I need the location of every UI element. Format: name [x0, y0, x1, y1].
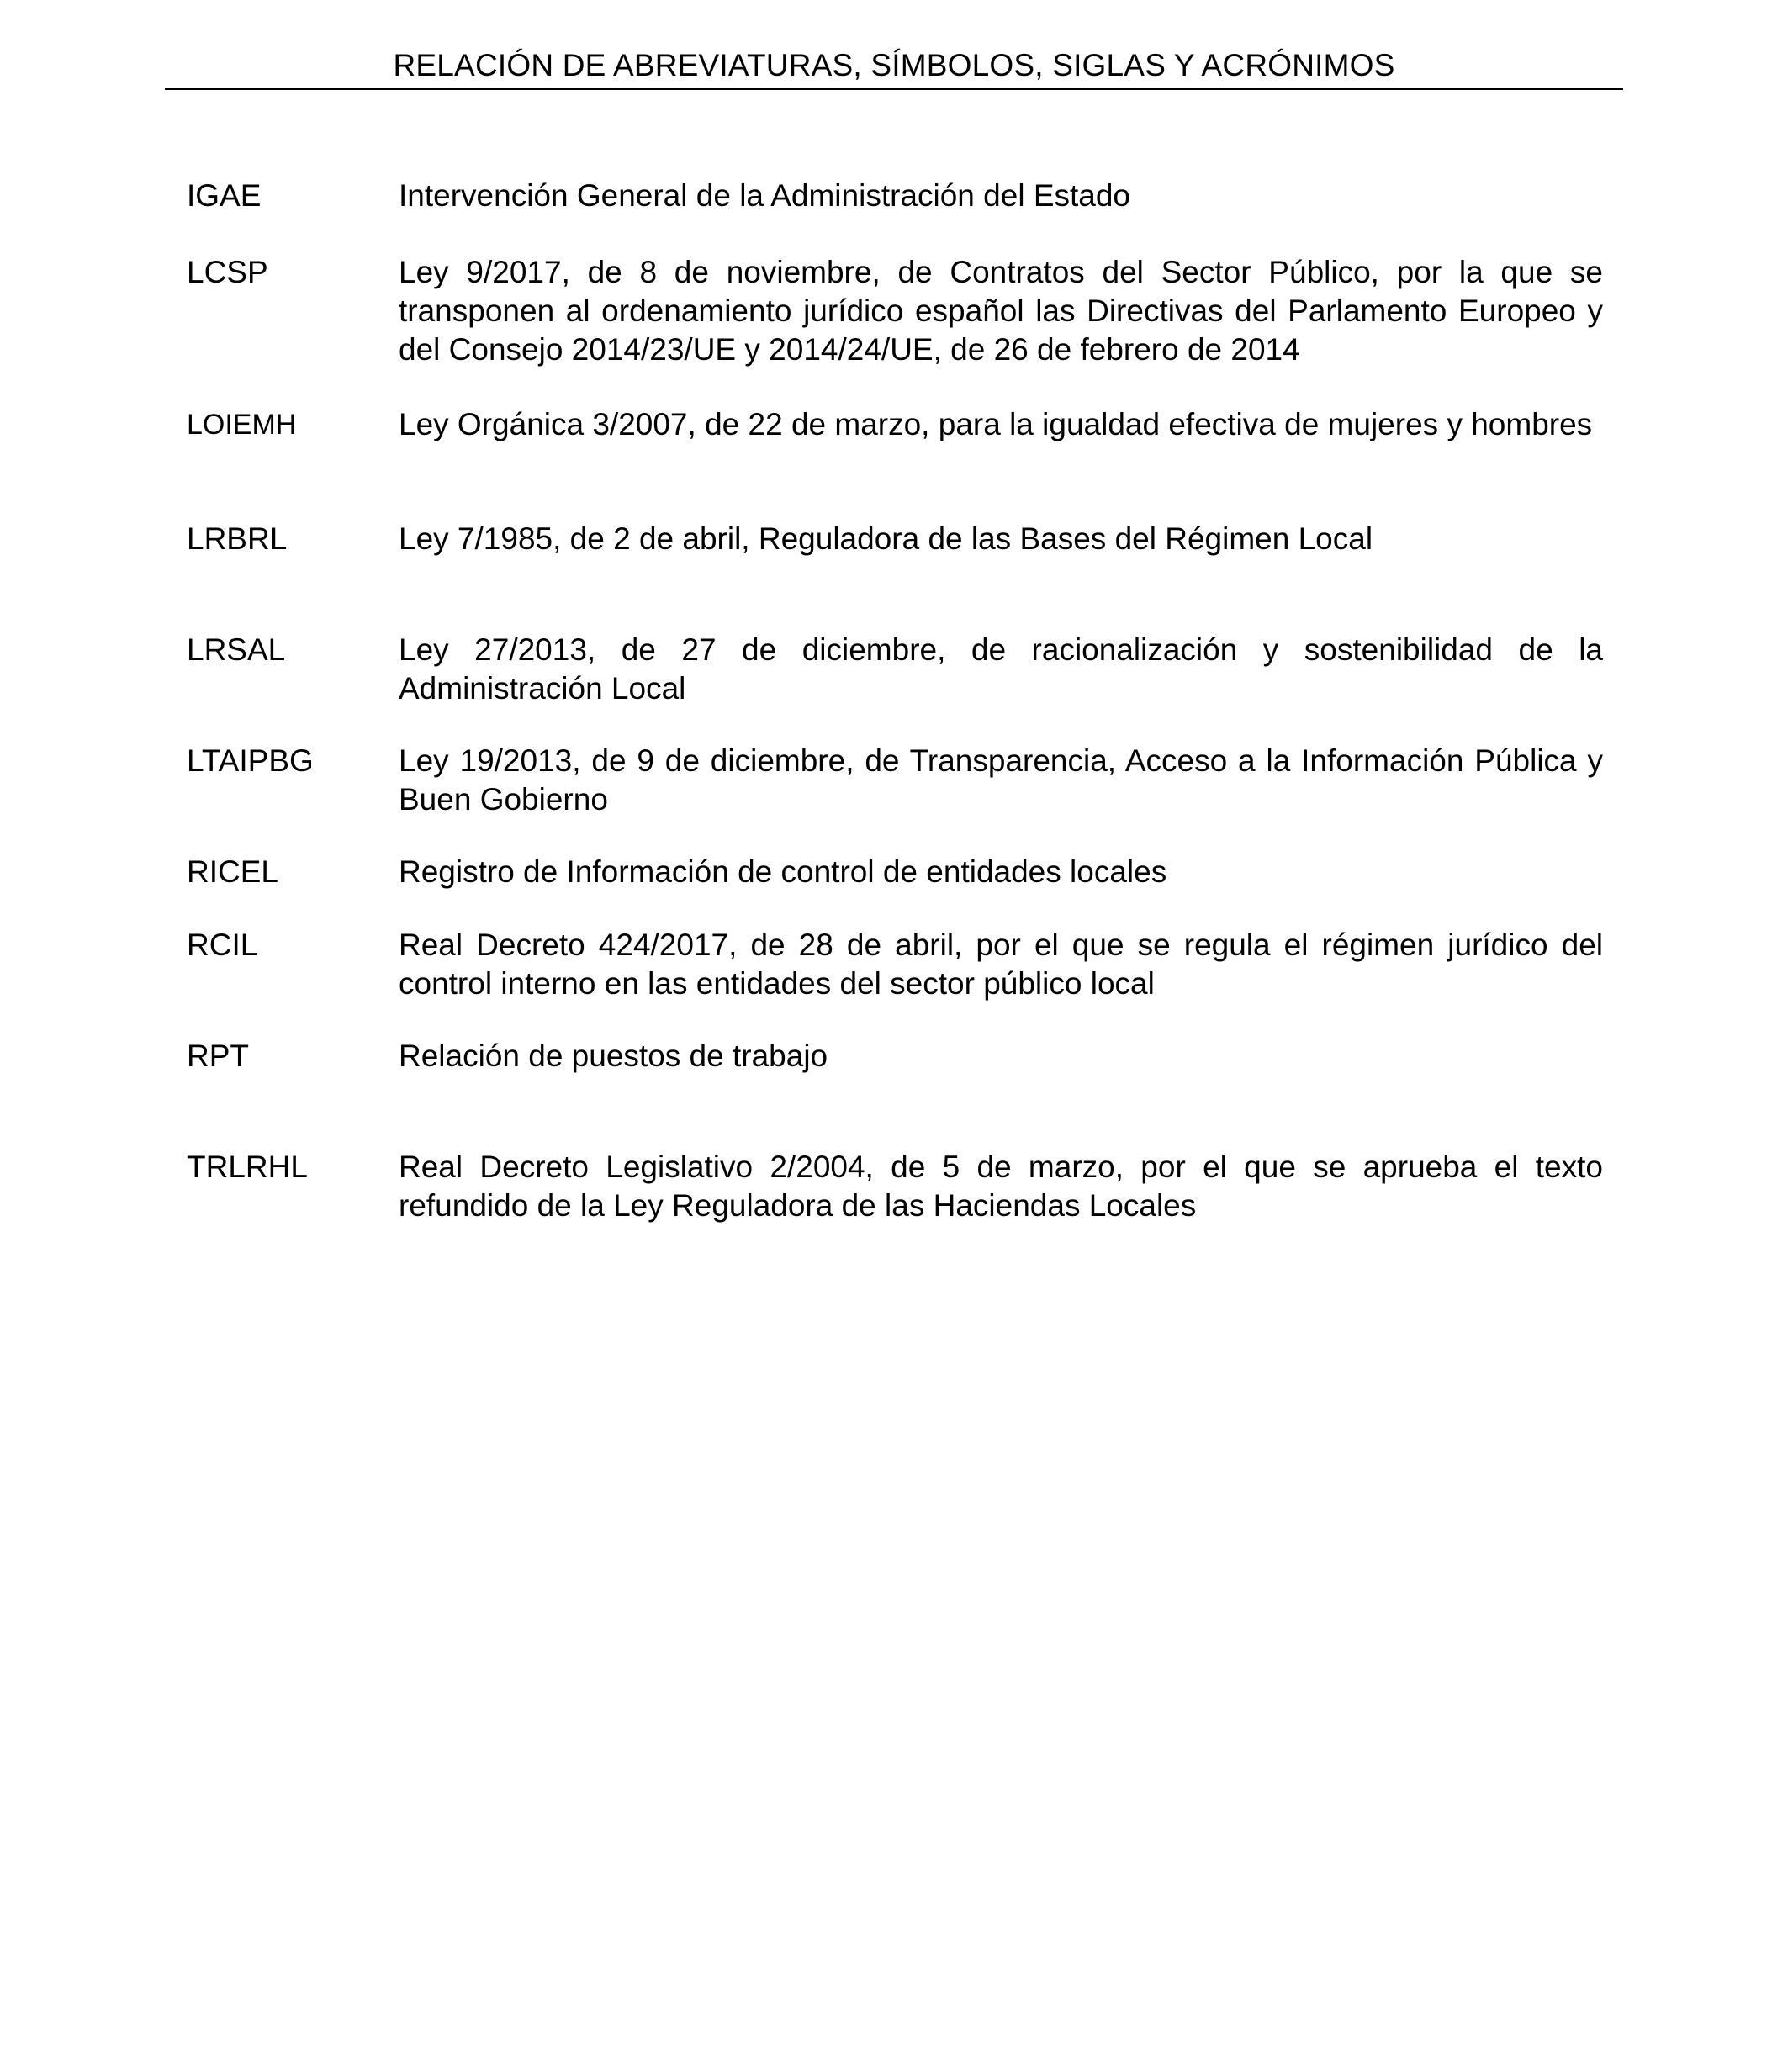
abbreviation-term: LOIEMH: [187, 409, 297, 441]
abbreviation-term: LRSAL: [187, 632, 286, 667]
abbreviation-definition: Intervención General de la Administración del Estado: [399, 178, 1131, 213]
page-title: RELACIÓN DE ABREVIATURAS, SÍMBOLOS, SIGLAS Y ACRÓNIMOS: [393, 48, 1395, 82]
abbreviation-definition: Ley 7/1985, de 2 de abril, Reguladora de las Bases del Régimen Local: [399, 521, 1373, 556]
abbreviation-term: RICEL: [187, 854, 278, 889]
abbreviation-term: LRBRL: [187, 521, 288, 556]
abbreviation-definition: Ley Orgánica 3/2007, de 22 de marzo, para la igualdad efectiva de mujeres y hombres: [399, 407, 1593, 441]
abbreviation-definition: Real Decreto 424/2017, de 28 de abril, por el que se regula el régimen jurídico del control interno en las entidades del sector público local: [399, 928, 1603, 1001]
abbreviation-definition: Ley 9/2017, de 8 de noviembre, de Contratos del Sector Público, por la que se transponen al ordenamiento jurídico español las Directivas del Parlamento Europeo y del Consejo 2014/23/UE y 2014/24/UE, de 26 de febrero de 2014: [399, 255, 1603, 367]
abbreviation-term: TRLRHL: [187, 1150, 308, 1184]
abbreviation-definition: Ley 27/2013, de 27 de diciembre, de racionalización y sostenibilidad de la Administración Local: [399, 632, 1603, 706]
abbreviation-term: RCIL: [187, 928, 258, 962]
abbreviation-definition: Real Decreto Legislativo 2/2004, de 5 de marzo, por el que se aprueba el texto refundido de la Ley Reguladora de las Haciendas Locales: [399, 1150, 1603, 1223]
abbreviation-term: LCSP: [187, 255, 268, 289]
abbreviation-definition: Registro de Información de control de entidades locales: [399, 854, 1167, 889]
abbreviation-definition: Relación de puestos de trabajo: [399, 1039, 828, 1073]
abbreviation-term: IGAE: [187, 178, 262, 213]
abbreviation-definition: Ley 19/2013, de 9 de diciembre, de Transparencia, Acceso a la Información Pública y Buen Gobierno: [399, 743, 1603, 817]
abbreviation-term: RPT: [187, 1039, 249, 1073]
abbreviation-term: LTAIPBG: [187, 743, 314, 778]
